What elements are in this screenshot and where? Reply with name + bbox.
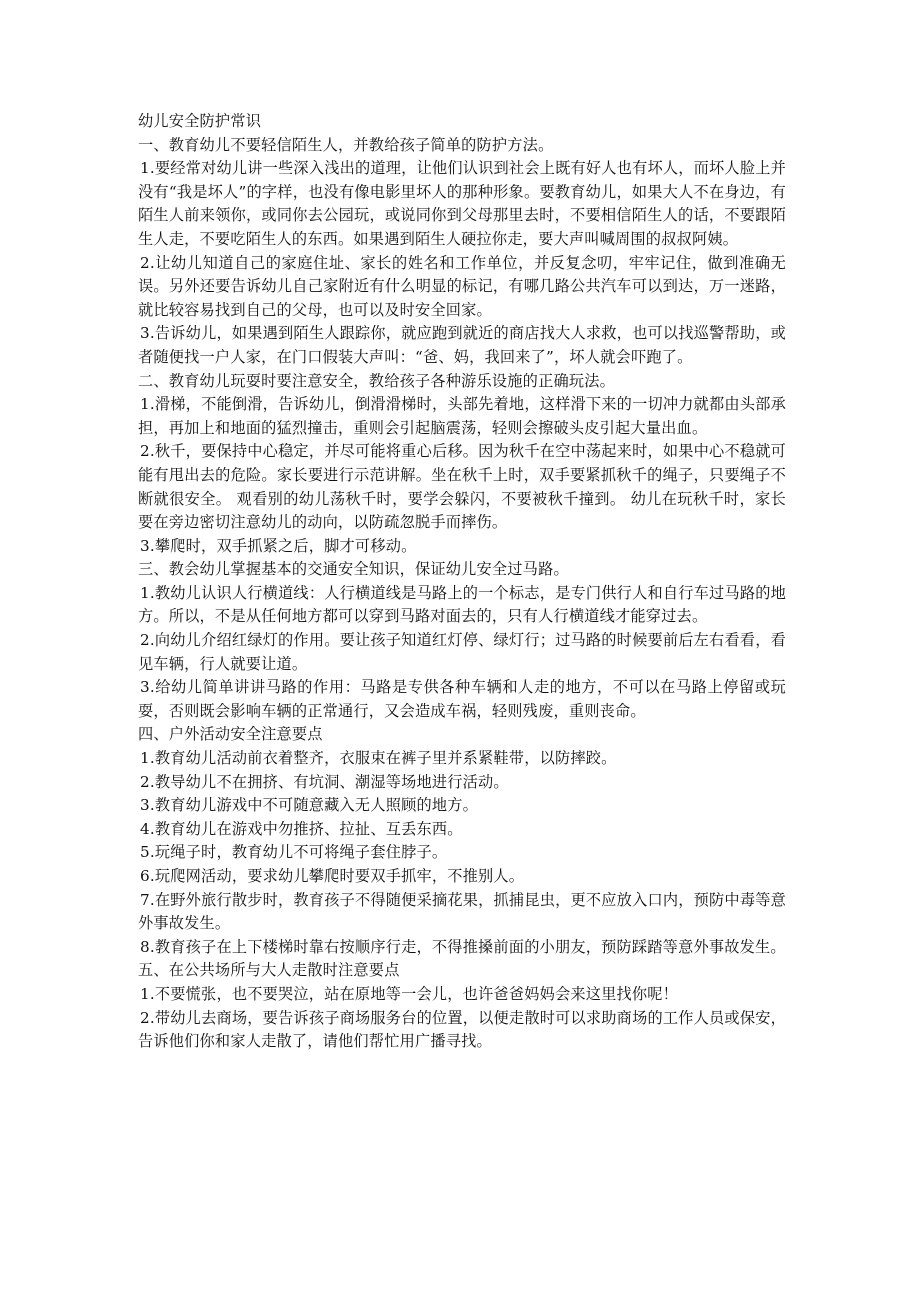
document-page (138, 110, 786, 1054)
section-5 (138, 959, 786, 1053)
paragraph: 1.教育幼儿活动前衣着整齐，衣服束在裤子里并系紧鞋带，以防摔跤。 (140, 749, 617, 768)
paragraph: 3.教育幼儿游戏中不可随意藏入无人照顾的地方。 (140, 796, 479, 815)
paragraph: 2.向幼儿介绍红绿灯的作用。要让孩子知道红灯停、绿灯行；过马路的时候要前后左右看看，看见车辆，行人就要让道。 (138, 631, 786, 673)
paragraph: 5.玩绳子时，教育幼儿不可将绳子套住脖子。 (140, 843, 448, 862)
paragraph: 2.教导幼儿不在拥挤、有坑洞、潮湿等场地进行活动。 (140, 772, 509, 791)
paragraph: 4.教育幼儿在游戏中勿推挤、拉扯、互丢东西。 (140, 819, 463, 838)
section-2 (138, 370, 786, 559)
section-heading: 三、教会幼儿掌握基本的交通安全知识，保证幼儿安全过马路。 (138, 560, 569, 579)
paragraph: 1.教幼儿认识人行横道线：人行横道线是马路上的一个标志，是专门供行人和自行车过马路的地方。所以，不是从任何地方都可以穿到马路对面去的，只有人行横道线才能穿过去。 (138, 583, 786, 626)
paragraph: 1.滑梯，不能倒滑，告诉幼儿，倒滑滑梯时，头部先着地，这样滑下来的一切冲力就都由头部承担，再加上和地面的猛烈撞击，重则会引起脑震荡，轻则会擦破头皮引起大量出血。 (138, 395, 786, 437)
paragraph: 3.给幼儿简单讲讲马路的作用：马路是专供各种车辆和人走的地方，不可以在马路上停留或玩耍，否则既会影响车辆的正常通行，又会造成车祸，轻则残废，重则丧命。 (138, 678, 786, 720)
paragraph: 3.攀爬时，双手抓紧之后，脚才可移动。 (140, 536, 417, 555)
document-title: 幼儿安全防护常识 (138, 112, 262, 130)
section-heading: 一、教育幼儿不要轻信陌生人，并教给孩子简单的防护方法。 (138, 135, 554, 154)
paragraph: 2.让幼儿知道自己的家庭住址、家长的姓名和工作单位，并反复念叨，牢牢记住，做到准确无误。另外还要告诉幼儿自己家附近有什么明显的标记，有哪几路公共汽车可以到达，万一迷路，就比较容易找到自己的父母，也可以及时安全回家。 (138, 253, 786, 319)
paragraph: 6.玩爬网活动，要求幼儿攀爬时要双手抓牢，不推别人。 (140, 867, 525, 885)
paragraph: 1.要经常对幼儿讲一些深入浅出的道理，让他们认识到社会上既有好人也有坏人，而坏人脸上并没有“我是坏人”的字样，也没有像电影里坏人的那种形象。要教育幼儿，如果大人不在身边，有陌生人前来领你，或同你去公园玩，或说同你到父母那里去时，不要相信陌生人的话，不要跟陌生人走，不要吃陌生人的东西。如果遇到陌生人硬拉你走，要大声叫喊周围的叔叔阿姨。 (138, 159, 786, 248)
section-1 (138, 134, 786, 370)
section-4 (138, 723, 786, 959)
paragraph: 1.不要慌张，也不要哭泣，站在原地等一会儿，也许爸爸妈妈会来这里找你呢！ (140, 984, 679, 1003)
paragraph: 2.秋千，要保持中心稳定，并尽可能将重心后移。因为秋千在空中荡起来时，如果中心不稳就可能有甩出去的危险。家长要进行示范讲解。坐在秋千上时，双手要紧抓秋千的绳子，只要绳子不断就很安全。 观看别的幼儿荡秋千时，要学会躲闪，不要被秋千撞到。 幼儿在玩秋千时，家长要在旁边密切注意幼儿的动向，以防疏忽脱手而摔伤。 (138, 442, 786, 532)
paragraph: 3.告诉幼儿，如果遇到陌生人跟踪你，就应跑到就近的商店找大人求救，也可以找巡警帮助，或者随便找一户人家，在门口假装大声叫：“爸、妈，我回来了”，坏人就会吓跑了。 (138, 324, 786, 366)
section-heading: 四、户外活动安全注意要点 (138, 725, 323, 744)
paragraph: 2.带幼儿去商场，要告诉孩子商场服务台的位置，以便走散时可以求助商场的工作人员或保安，告诉他们你和家人走散了，请他们帮忙用广播寻找。 (138, 1008, 786, 1051)
paragraph: 8.教育孩子在上下楼梯时靠右按顺序行走，不得推搡前面的小朋友，预防踩踏等意外事故发生。 (140, 937, 786, 956)
section-heading: 五、在公共场所与大人走散时注意要点 (138, 961, 400, 980)
paragraph: 7.在野外旅行散步时，教育孩子不得随便采摘花果，抓捕昆虫，更不应放入口内，预防中毒等意外事故发生。 (138, 890, 786, 933)
section-heading: 二、教育幼儿玩耍时要注意安全，教给孩子各种游乐设施的正确玩法。 (138, 371, 616, 390)
section-3 (138, 558, 786, 723)
